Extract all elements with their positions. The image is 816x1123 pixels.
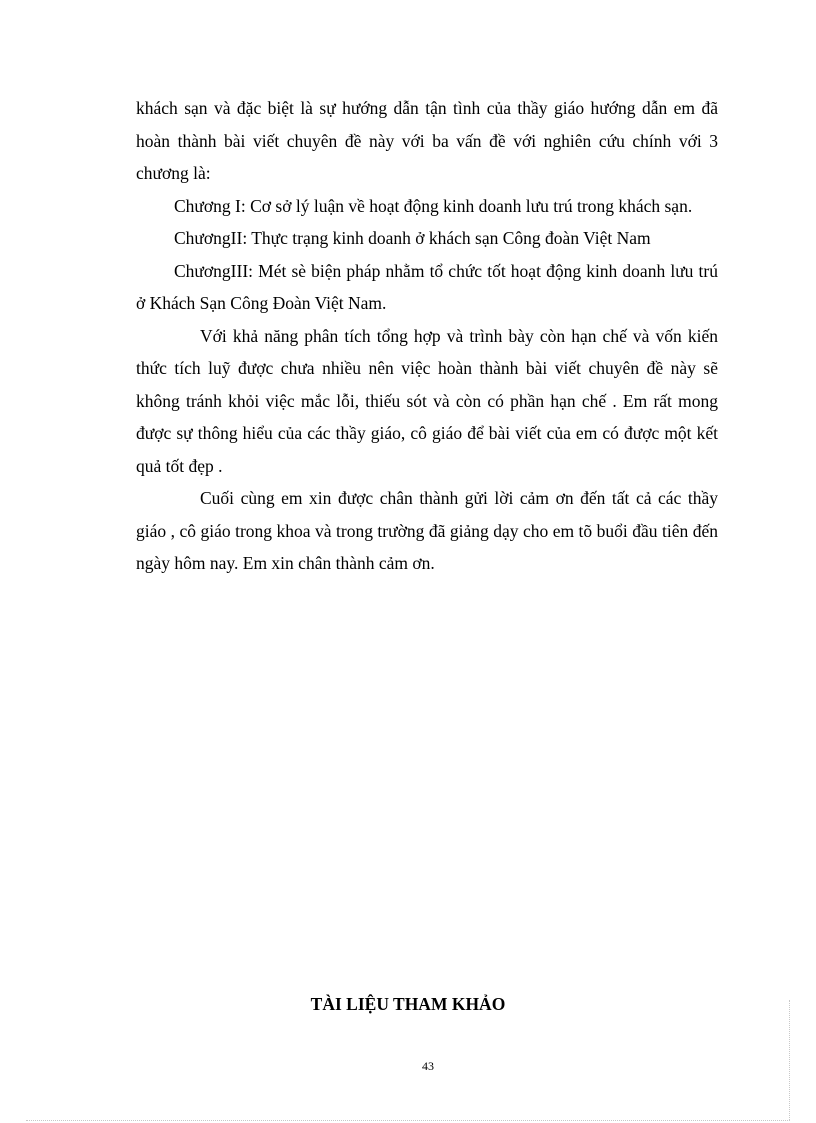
- paragraph-chapter-2: ChươngII: Thực trạng kinh doanh ở khách sạn Công đoàn Việt Nam: [174, 228, 651, 248]
- page-number: 43: [422, 1059, 434, 1073]
- paragraph-chapter-1: Chương I: Cơ sở lý luận về hoạt động kinh doanh lưu trú trong khách sạn.: [174, 195, 693, 216]
- references-heading: TÀI LIỆU THAM KHẢO: [310, 994, 506, 1014]
- body-text: [136, 92, 718, 580]
- paragraph-acknowledgement-continued: khách sạn và đặc biệt là sự hướng dẫn tận tình của thầy giáo hướng dẫn em đã hoàn thành bài viết chuyên đề này với ba vấn đề với nghiên cứu chính với 3 chương là:: [136, 98, 718, 183]
- page-bottom-border: [26, 1120, 790, 1121]
- page-right-border: [789, 1000, 790, 1120]
- paragraph-chapter-3: ChươngIII: Mét sè biện pháp nhằm tổ chức tốt hoạt động kinh doanh lưu trú ở Khách Sạn Công Đoàn Việt Nam.: [136, 260, 718, 313]
- paragraph-limitations: Với khả năng phân tích tổng hợp và trình bày còn hạn chế và vốn kiến thức tích luỹ được chưa nhiều nên việc hoàn thành bài viết chuyên đề này sẽ không tránh khỏi việc mắc lỗi, thiếu sót và còn có phần hạn chế . Em rất mong được sự thông hiểu của các thầy giáo, cô giáo để bài viết của em có được một kết quả tốt đẹp .: [136, 325, 718, 476]
- paragraph-thanks: Cuối cùng em xin được chân thành gửi lời cảm ơn đến tất cả các thầy giáo , cô giáo trong khoa và trong trường đã giảng dạy cho em tõ buổi đầu tiên đến ngày hôm nay. Em xin chân thành cảm ơn.: [136, 488, 718, 573]
